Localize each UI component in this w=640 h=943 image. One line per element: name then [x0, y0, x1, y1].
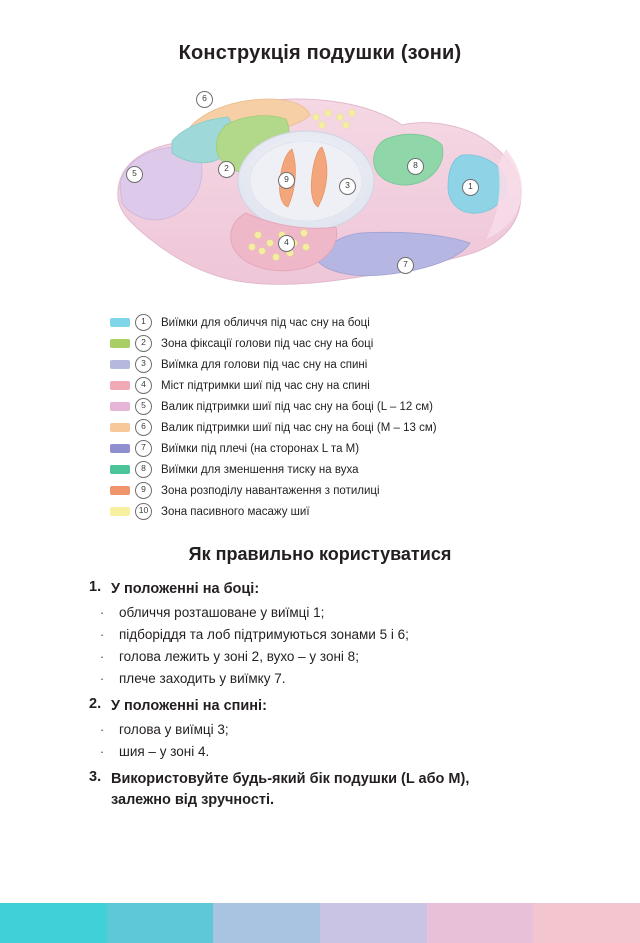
diagram-marker-3: 3 — [339, 178, 356, 195]
diagram-marker-1: 1 — [462, 179, 479, 196]
legend-item-4 — [110, 375, 530, 396]
footer-segment-1 — [0, 903, 107, 943]
footer-segment-2 — [107, 903, 214, 943]
zone-7-left — [316, 232, 470, 275]
usage-block-1 — [85, 579, 555, 690]
usage-subtext: голова у виїмці 3; — [119, 722, 229, 737]
usage-subtext: плече заходить у виїмку 7. — [119, 671, 286, 686]
legend-number-9: 9 — [135, 482, 152, 499]
legend-number-10: 10 — [135, 503, 152, 520]
bullet-icon: · — [99, 744, 105, 759]
legend-label-7: Виїмки під плечі (на сторонах L та M) — [161, 442, 360, 455]
legend-swatch-8 — [110, 465, 130, 474]
diagram-marker-5: 5 — [126, 166, 143, 183]
usage-subtext: шия – у зоні 4. — [119, 744, 210, 759]
legend-item-1 — [110, 312, 530, 333]
legend-number-3: 3 — [135, 356, 152, 373]
usage-block-2 — [85, 696, 555, 763]
legend-swatch-9 — [110, 486, 130, 495]
usage-item-3 — [85, 769, 555, 811]
legend-swatch-6 — [110, 423, 130, 432]
legend-swatch-5 — [110, 402, 130, 411]
usage-sublist-2 — [85, 719, 555, 763]
legend-swatch-3 — [110, 360, 130, 369]
diagram-marker-9: 9 — [278, 172, 295, 189]
diagram-marker-8: 8 — [407, 158, 424, 175]
legend-item-8 — [110, 459, 530, 480]
legend-number-1: 1 — [135, 314, 152, 331]
bullet-icon: · — [99, 671, 105, 686]
usage-item-2 — [85, 696, 555, 717]
page-root — [0, 42, 640, 943]
legend-label-2: Зона фіксації голови під час сну на боці — [161, 337, 374, 350]
footer-segment-6 — [533, 903, 640, 943]
usage-sublist-1 — [85, 602, 555, 690]
usage-subtext: підборіддя та лоб підтримуються зонами 5 і 6; — [119, 627, 409, 642]
footer-segment-3 — [213, 903, 320, 943]
legend-label-4: Міст підтримки шиї під час сну на спині — [161, 379, 370, 392]
legend — [110, 312, 530, 522]
diagram-marker-7: 7 — [397, 257, 414, 274]
legend-number-5: 5 — [135, 398, 152, 415]
legend-swatch-10 — [110, 507, 130, 516]
usage-text-2: У положенні на спині: — [111, 698, 267, 714]
legend-number-4: 4 — [135, 377, 152, 394]
legend-number-6: 6 — [135, 419, 152, 436]
legend-label-3: Виїмка для голови під час сну на спині — [161, 358, 368, 371]
legend-item-9 — [110, 480, 530, 501]
usage-index-2: 2. — [89, 696, 102, 712]
legend-label-5: Валик підтримки шиї під час сну на боці (L – 12 см) — [161, 400, 433, 413]
legend-item-10 — [110, 501, 530, 522]
legend-swatch-1 — [110, 318, 130, 327]
legend-number-7: 7 — [135, 440, 152, 457]
usage-text-1: У положенні на боці: — [111, 581, 260, 597]
legend-item-6 — [110, 417, 530, 438]
legend-label-6: Валик підтримки шиї під час сну на боці (M – 13 см) — [161, 421, 437, 434]
legend-item-7 — [110, 438, 530, 459]
usage-subitem — [85, 719, 555, 741]
legend-swatch-7 — [110, 444, 130, 453]
legend-number-2: 2 — [135, 335, 152, 352]
bullet-icon: · — [99, 605, 105, 620]
usage-subitem — [85, 602, 555, 624]
legend-label-1: Виїмки для обличчя під час сну на боці — [161, 316, 370, 329]
bullet-icon: · — [99, 722, 105, 737]
legend-number-8: 8 — [135, 461, 152, 478]
usage-subitem — [85, 668, 555, 690]
usage-subtext: голова лежить у зоні 2, вухо – у зоні 8; — [119, 649, 359, 664]
footer-segment-5 — [427, 903, 534, 943]
footer-segment-4 — [320, 903, 427, 943]
usage-block-3 — [85, 769, 555, 811]
pillow-zones-diagram — [110, 83, 530, 298]
usage-subitem — [85, 646, 555, 668]
legend-label-9: Зона розподілу навантаження з потилиці — [161, 484, 380, 497]
page-title: Конструкція подушки (зони) — [178, 42, 462, 64]
diagram-marker-6: 6 — [196, 91, 213, 108]
usage-index-3: 3. — [89, 769, 102, 785]
bullet-icon: · — [99, 627, 105, 642]
usage-subitem — [85, 624, 555, 646]
usage-subtext: обличчя розташоване у виїмці 1; — [119, 605, 325, 620]
usage-subitem — [85, 741, 555, 763]
legend-item-3 — [110, 354, 530, 375]
legend-swatch-4 — [110, 381, 130, 390]
usage-list — [85, 579, 555, 811]
usage-section-title: Як правильно користуватися — [188, 544, 452, 564]
usage-index-1: 1. — [89, 579, 102, 595]
legend-item-2 — [110, 333, 530, 354]
legend-item-5 — [110, 396, 530, 417]
usage-text-3: Використовуйте будь-який бік подушки (L або M), залежно від зручності. — [111, 771, 470, 808]
bullet-icon: · — [99, 649, 105, 664]
legend-label-8: Виїмки для зменшення тиску на вуха — [161, 463, 359, 476]
diagram-marker-2: 2 — [218, 161, 235, 178]
legend-label-10: Зона пасивного масажу шиї — [161, 505, 310, 518]
footer-color-bar — [0, 903, 640, 943]
diagram-marker-4: 4 — [278, 235, 295, 252]
legend-swatch-2 — [110, 339, 130, 348]
usage-item-1 — [85, 579, 555, 600]
